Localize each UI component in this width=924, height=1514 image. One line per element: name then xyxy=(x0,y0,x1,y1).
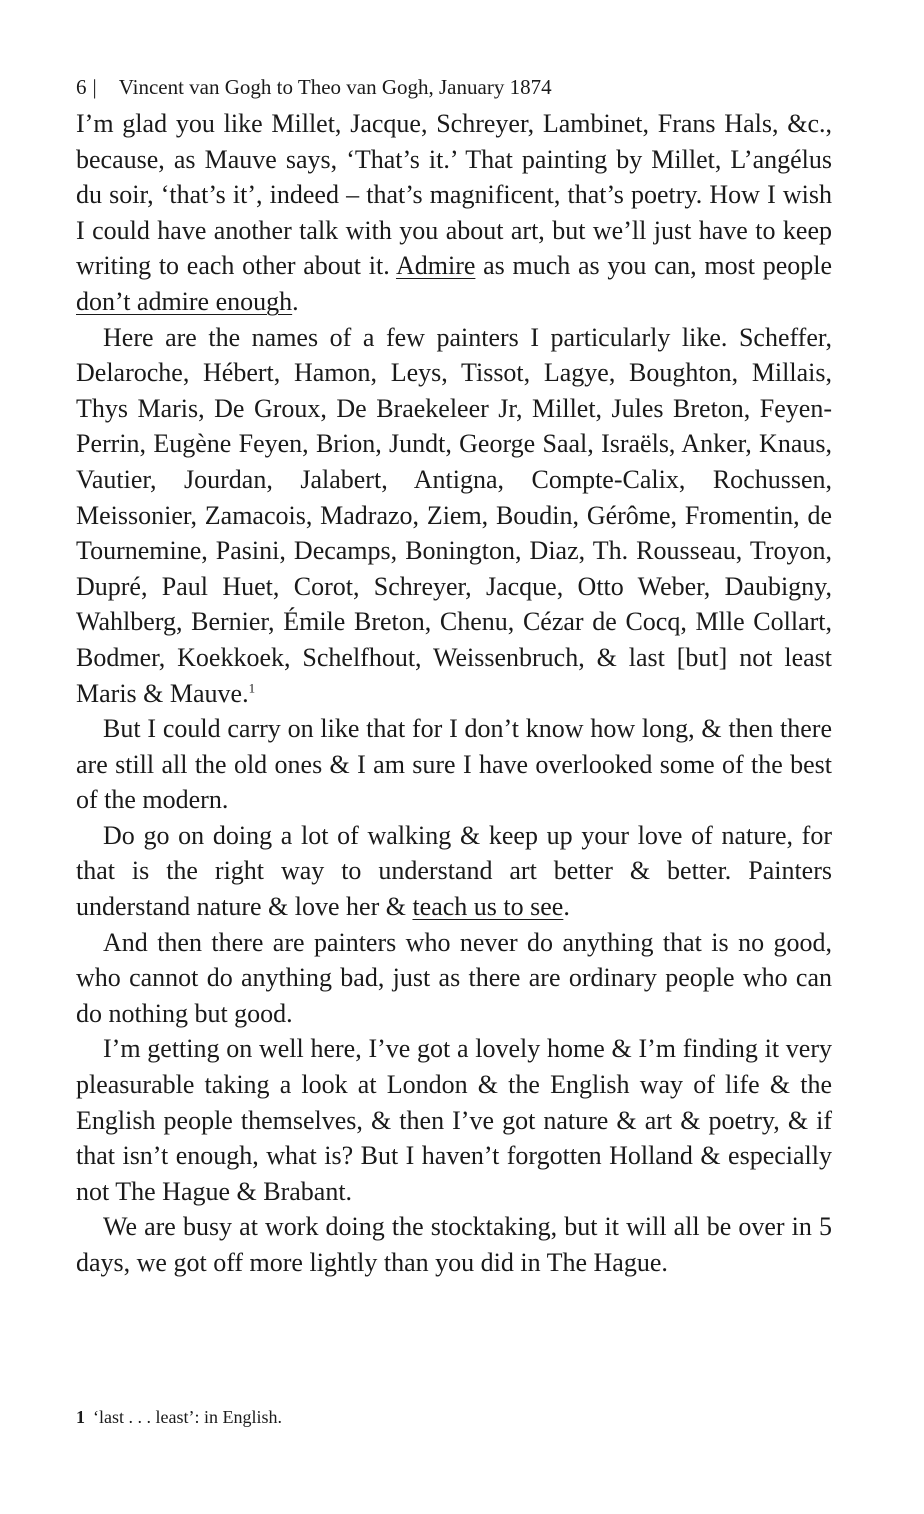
paragraph-3: But I could carry on like that for I don’t know how long, & then there are still all the old ones & I am sure I have overlooked some of the best of the modern. xyxy=(76,714,832,815)
page-number: 6 xyxy=(76,75,87,99)
book-page xyxy=(76,72,832,1281)
footnote-text: ‘last . . . least’: in English. xyxy=(93,1407,282,1427)
running-title: Vincent van Gogh to Theo van Gogh, January 1874 xyxy=(118,75,552,99)
footnotes xyxy=(76,1404,832,1430)
letter-body xyxy=(76,106,832,1281)
underlined-dont-admire-enough: don’t admire enough xyxy=(76,286,293,316)
underlined-admire: Admire xyxy=(395,251,476,281)
paragraph-7: We are busy at work doing the stocktaking, but it will all be over in 5 days, we got off more lightly than you did in The Hague. xyxy=(76,1212,832,1277)
header-separator: | xyxy=(92,75,97,99)
paragraph-1: I’m glad you like Millet, Jacque, Schreyer, Lambinet, Frans Hals, &c., because, as Mauve says, ‘That’s it.’ That painting by Millet, L’angélus du soir, ‘that’s it’, indeed – that’s magnificent, that’s poetry. How I wish I could have another talk with you about art, but we’ll just have to keep writing to each other about it. Admire as much as you can, most people don’t admire enough. xyxy=(76,109,832,316)
paragraph-5: And then there are painters who never do anything that is no good, who cannot do anything bad, just as there are ordinary people who can do nothing but good. xyxy=(76,927,832,1028)
paragraph-2: Here are the names of a few painters I particularly like. Scheffer, Delaroche, Hébert, Hamon, Leys, Tissot, Lagye, Boughton, Millais, Thys Maris, De Groux, De Braekeleer Jr, Millet, Jules Breton, Feyen-Perrin, Eugène Feyen, Brion, Jundt, George Saal, Israëls, Anker, Knaus, Vautier, Jourdan, Jalabert, Antigna, Compte-Calix, Rochussen, Meissonier, Zamacois, Madrazo, Ziem, Boudin, Gérôme, Fromentin, de Tournemine, Pasini, Decamps, Bonington, Diaz, Th. Rousseau, Troyon, Dupré, Paul Huet, Corot, Schreyer, Jacque, Otto Weber, Daubigny, Wahlberg, Bernier, Émile Breton, Chenu, Cézar de Cocq, Mlle Collart, Bodmer, Koekkoek, Schelfhout, Weissenbruch, & last [but] not least Maris & Mauve.$^1$ xyxy=(76,322,832,708)
footnote-ref: 1 xyxy=(248,679,256,695)
paragraph-4: Do go on doing a lot of walking & keep up your love of nature, for that is the right way to understand art better & better. Painters understand nature & love her & teach us to see. xyxy=(76,820,832,922)
footnote-number: 1 xyxy=(76,1407,85,1427)
running-header xyxy=(76,72,832,102)
paragraph-6: I’m getting on well here, I’ve got a lovely home & I’m finding it very pleasurable taking a look at London & the English way of life & the English people themselves, & then I’ve got nature & art & poetry, & if that isn’t enough, what is? But I haven’t forgotten Holland & especially not The Hague & Brabant. xyxy=(76,1034,832,1206)
underlined-teach-us-to-see: teach us to see xyxy=(412,892,564,922)
footnote xyxy=(76,1404,832,1430)
